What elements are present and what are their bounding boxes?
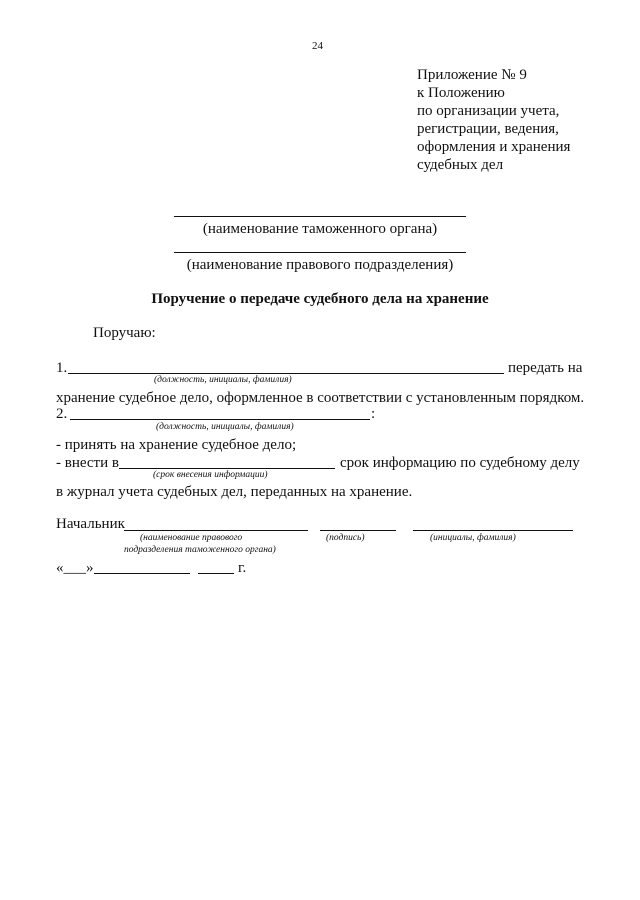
term-line — [119, 468, 335, 469]
item-1-caption: (должность, инициалы, фамилия) — [154, 375, 292, 385]
unit-caption-1: (наименование правового — [140, 533, 243, 543]
appendix-line-4: регистрации, ведения, — [417, 121, 559, 137]
item-1-line2: хранение судебное дело, оформленное в соответствии с установленным порядком. — [56, 390, 585, 406]
term-caption: (срок внесения информации) — [153, 470, 268, 480]
item-2-enter-suffix: срок информацию по судебному делу — [340, 455, 580, 471]
appendix-line-2: к Положению — [417, 85, 505, 101]
item-2-caption: (должность, инициалы, фамилия) — [156, 422, 294, 432]
legal-department-line — [174, 252, 466, 253]
item-2-colon: : — [371, 406, 376, 422]
name-line — [413, 530, 573, 531]
item-1-tail: передать на — [508, 360, 583, 376]
chief-label: Начальник — [56, 516, 125, 532]
page-number: 24 — [312, 40, 323, 52]
item-2-accept: - принять на хранение судебное дело; — [56, 437, 297, 453]
document-title: Поручение о передаче судебного дела на хранение — [151, 291, 489, 307]
signature-line — [320, 530, 396, 531]
unit-caption-2: подразделения таможенного органа) — [124, 545, 276, 555]
customs-organ-line — [174, 216, 466, 217]
instruct-label: Поручаю: — [93, 325, 156, 341]
date-year-line — [198, 573, 234, 574]
appendix-line-5: оформления и хранения — [417, 139, 571, 155]
appendix-line-1: Приложение № 9 — [417, 67, 527, 83]
date-day: «___» — [56, 560, 94, 576]
item-1-number: 1. — [56, 360, 68, 376]
appendix-line-3: по организации учета, — [417, 103, 560, 119]
unit-line — [124, 530, 308, 531]
item-2-enter-prefix: - внести в — [56, 455, 119, 471]
item-2-line — [70, 419, 370, 420]
signature-caption: (подпись) — [326, 533, 365, 543]
name-caption: (инициалы, фамилия) — [430, 533, 516, 543]
item-2-journal: в журнал учета судебных дел, переданных на хранение. — [56, 484, 413, 500]
item-2-number: 2. — [56, 406, 68, 422]
date-year-suffix: г. — [238, 560, 247, 576]
item-1-line — [68, 373, 504, 374]
appendix-line-6: судебных дел — [417, 157, 504, 173]
legal-department-caption: (наименование правового подразделения) — [186, 257, 454, 273]
date-month-line — [94, 573, 190, 574]
appendix-block — [417, 66, 570, 174]
customs-organ-caption: (наименование таможенного органа) — [202, 221, 438, 237]
